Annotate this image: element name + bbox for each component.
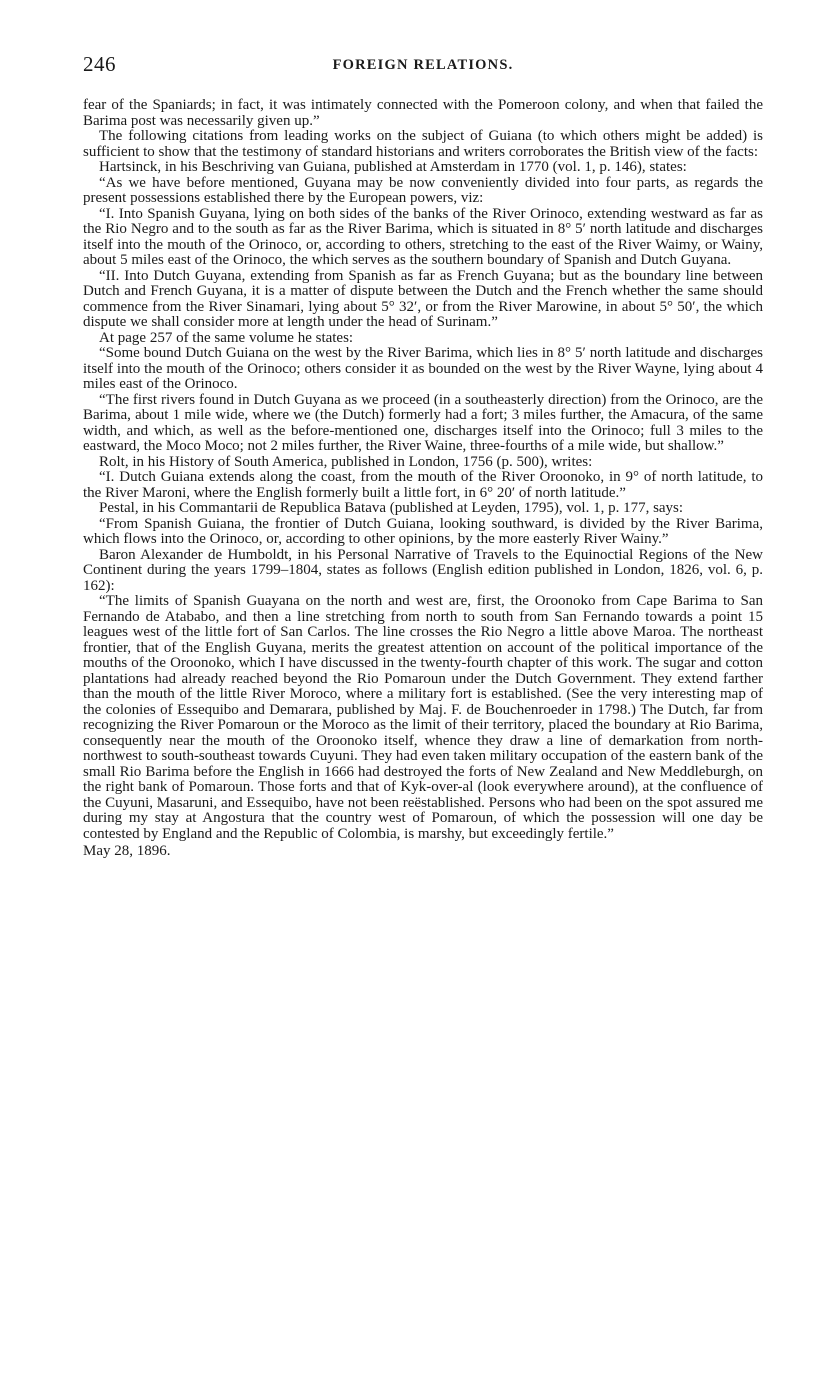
paragraph: Hartsinck, in his Beschriving van Guiana, published at Amsterdam in 1770 (vol. 1, p. 146), states: — [99, 159, 687, 175]
quote-paragraph: “II. Into Dutch Guyana, extending from Spanish as far as French Guyana; but as the boundary line between Dutch and French Guyana, it is a matter of dispute between the Dutch and the French whether the same should commence from the River Sinamari, lying about 5° 32′, or from the River Marowine, in about 5° 50′, the which dispute we shall consider more at length under the head of Surinam.” — [83, 267, 763, 330]
quote-paragraph: “The limits of Spanish Guayana on the north and west are, first, the Oroonoko from Cape Barima to San Fernando de Atababo, and then a line stretching from north to south from San Fernando towards a point 15 leagues west of the little fort of San Carlos. The line crosses the Rio Negro a little above Maroa. The northeast frontier, that of the English Guyana, merits the greatest attention on account of the political importance of the mouths of the Oroonoko, which I have discussed in the twenty-fourth chapter of this work. The sugar and cotton plantations had already reached beyond the Rio Pomaroun under the Dutch Government. They extend farther than the mouth of the little River Moroco, where a military fort is established. (See the very interesting map of the colonies of Essequibo and Demarara, published by Maj. F. de Bouchenroeder in 1798.) The Dutch, far from recognizing the River Pomaroun or the Moroco as the limit of their territory, placed the boundary at Rio Barima, consequently near the mouth of the Oroonoko itself, whence they draw a line of demarkation from north-northwest to south-southeast towards Cuyuni. They had even taken military occupation of the eastern bank of the small Rio Barima before the English in 1666 had destroyed the forts of New Zealand and New Meddleburgh, on the right bank of Pomaroun. Those forts and that of Kyk-over-al (look everywhere around), at the confluence of the Cuyuni, Masaruni, and Essequibo, have not been reëstablished. Persons who had been on the spot assured me during my stay at Angostura that the country west of Pomaroun, of which the possession will one day be contested by England and the Republic of Colombia, is marshy, but exceedingly fertile.” — [83, 593, 763, 842]
running-head: FOREIGN RELATIONS. — [332, 57, 514, 73]
paragraph: Pestal, in his Commantarii de Republica Batava (published at Leyden, 1795), vol. 1, p. 177, says: — [99, 500, 684, 516]
paragraph: Rolt, in his History of South America, published in London, 1756 (p. 500), writes: — [99, 453, 593, 470]
paragraph: The following citations from leading works on the subject of Guiana (to which others might be added) is sufficient to show that the testimony of standard historians and writers corroborates the British view of the facts: — [83, 128, 763, 160]
body-text — [83, 98, 763, 860]
quote-paragraph: “I. Dutch Guiana extends along the coast, from the mouth of the River Oroonoko, in 9° of north latitude, to the River Maroni, where the English formerly built a little fort, in 6° 20′ of north latitude.” — [83, 469, 763, 501]
paragraph: fear of the Spaniards; in fact, it was intimately connected with the Pomeroon colony, and when that failed the Barima post was necessarily given up.” — [83, 97, 763, 129]
quote-paragraph: “From Spanish Guiana, the frontier of Dutch Guiana, looking southward, is divided by the River Barima, which flows into the Orinoco, or, according to other opinions, by the more easterly River Wainy.” — [83, 515, 763, 547]
quote-paragraph: “Some bound Dutch Guiana on the west by the River Barima, which lies in 8° 5′ north latitude and discharges itself into the mouth of the Orinoco; others consider it as bounded on the west by the River Wayne, lying about 4 miles east of the Orinoco. — [83, 345, 763, 392]
quote-paragraph: “I. Into Spanish Guyana, lying on both sides of the banks of the River Orinoco, extending westward as far as the Rio Negro and to the south as far as the River Barima, which is situated in 8° 5′ north latitude and discharges itself into the mouth of the Orinoco, or, according to others, stretching to the east of the River Waimy, or Wainy, about 5 miles east of the Orinoco, the which serves as the southern boundary of Spanish and Dutch Guyana. — [83, 205, 763, 268]
quote-paragraph: “As we have before mentioned, Guyana may be now conveniently divided into four parts, as regards the present possessions established there by the European powers, viz: — [83, 174, 763, 206]
document-page — [83, 52, 763, 860]
paragraph: Baron Alexander de Humboldt, in his Personal Narrative of Travels to the Equinoctial Regions of the New Continent during the years 1799–1804, states as follows (English edition published in London, 1826, vol. 6, p. 162): — [83, 546, 763, 594]
dateline: May 28, 1896. — [83, 843, 171, 859]
page-header — [83, 52, 763, 82]
paragraph: At page 257 of the same volume he states: — [99, 329, 354, 346]
page-number: 246 — [83, 52, 116, 76]
quote-paragraph: “The first rivers found in Dutch Guyana as we proceed (in a southeasterly direction) from the Orinoco, are the Barima, about 1 mile wide, where we (the Dutch) formerly had a fort; 3 miles further, the Amacura, of the same width, and which, as well as the before-mentioned one, discharges itself into the Orinoco; full 3 miles to the eastward, the Moco Moco; not 2 miles further, the River Waine, three-fourths of a mile wide, but shallow.” — [83, 391, 763, 454]
